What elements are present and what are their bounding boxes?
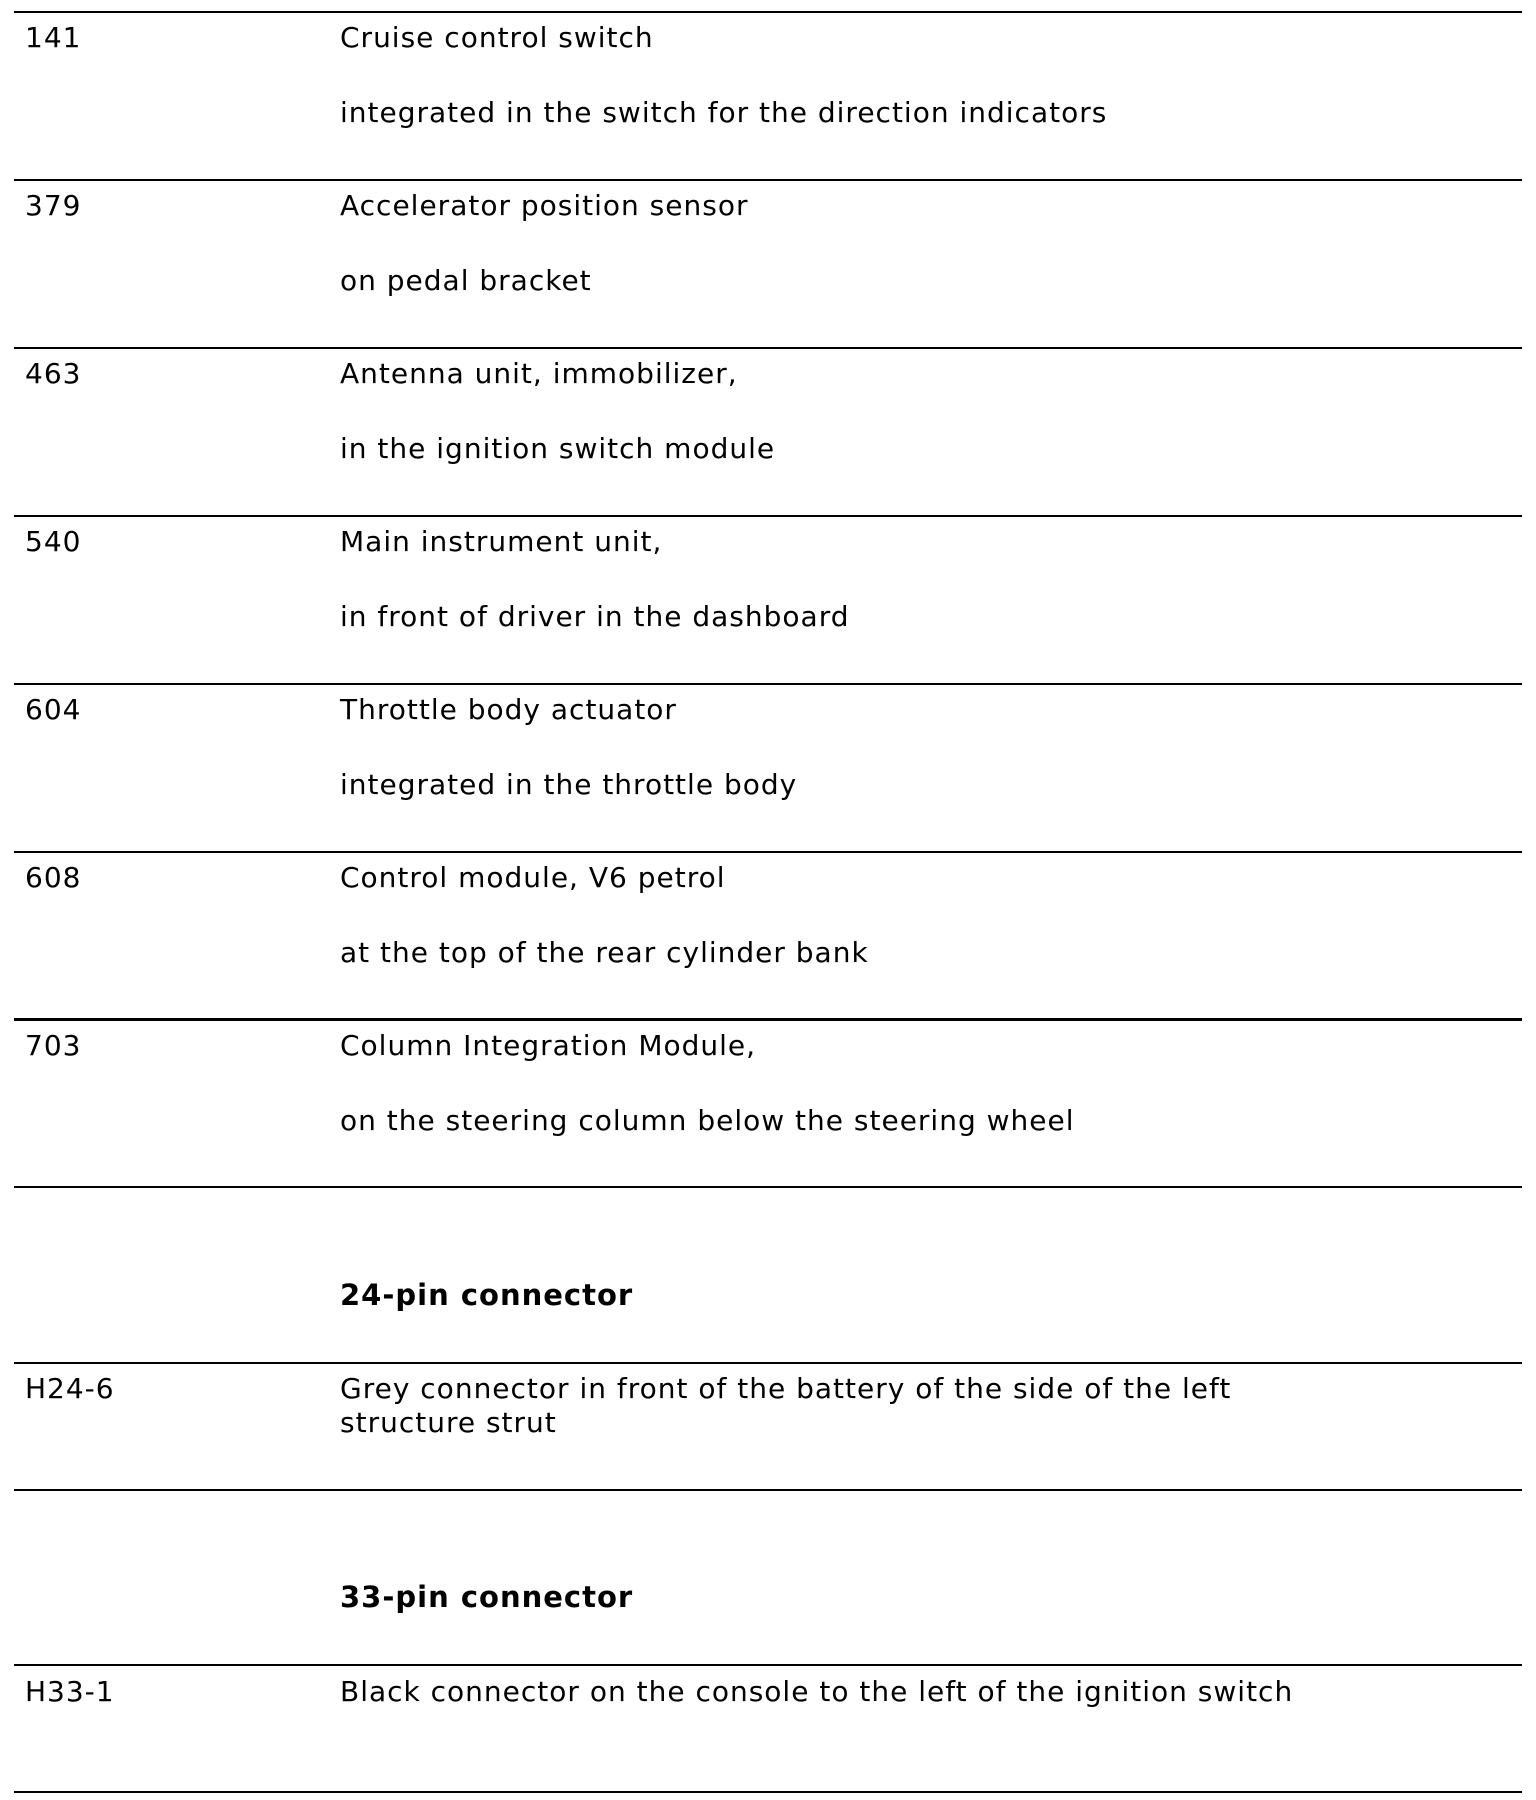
component-name: Column Integration Module, (340, 1029, 757, 1062)
component-code: 463 (25, 357, 82, 390)
section-heading: 24-pin connector (340, 1278, 634, 1312)
component-code: 379 (25, 189, 82, 222)
table-top-rule (14, 11, 1522, 13)
component-code: 604 (25, 693, 82, 726)
connector-code: H24-6 (25, 1372, 115, 1405)
row-divider (14, 1664, 1522, 1666)
component-location: on the steering column below the steering wheel (340, 1104, 1075, 1137)
row-divider (14, 1186, 1522, 1188)
component-location: on pedal bracket (340, 264, 592, 297)
connector-description: Grey connector in front of the battery of the side of the left structure strut (340, 1372, 1232, 1439)
component-location: integrated in the throttle body (340, 768, 798, 801)
component-name: Main instrument unit, (340, 525, 663, 558)
row-divider (14, 683, 1522, 685)
component-code: 540 (25, 525, 82, 558)
component-name: Cruise control switch (340, 21, 654, 54)
table-bottom-rule (14, 1791, 1522, 1793)
component-code: 141 (25, 21, 82, 54)
row-divider (14, 851, 1522, 853)
row-divider (14, 515, 1522, 517)
component-location: integrated in the switch for the direction indicators (340, 96, 1108, 129)
component-code: 608 (25, 861, 82, 894)
component-code: 703 (25, 1029, 82, 1062)
row-divider (14, 1018, 1522, 1021)
component-name: Accelerator position sensor (340, 189, 749, 222)
section-heading: 33-pin connector (340, 1580, 634, 1614)
component-name: Control module, V6 petrol (340, 861, 726, 894)
component-location: in front of driver in the dashboard (340, 600, 850, 633)
component-location: at the top of the rear cylinder bank (340, 936, 869, 969)
component-location: in the ignition switch module (340, 432, 776, 465)
connector-code: H33-1 (25, 1675, 115, 1708)
row-divider (14, 1362, 1522, 1364)
component-name: Antenna unit, immobilizer, (340, 357, 738, 390)
component-name: Throttle body actuator (340, 693, 677, 726)
row-divider (14, 347, 1522, 349)
row-divider (14, 179, 1522, 181)
row-divider (14, 1489, 1522, 1491)
connector-description: Black connector on the console to the left of the ignition switch (340, 1675, 1294, 1708)
